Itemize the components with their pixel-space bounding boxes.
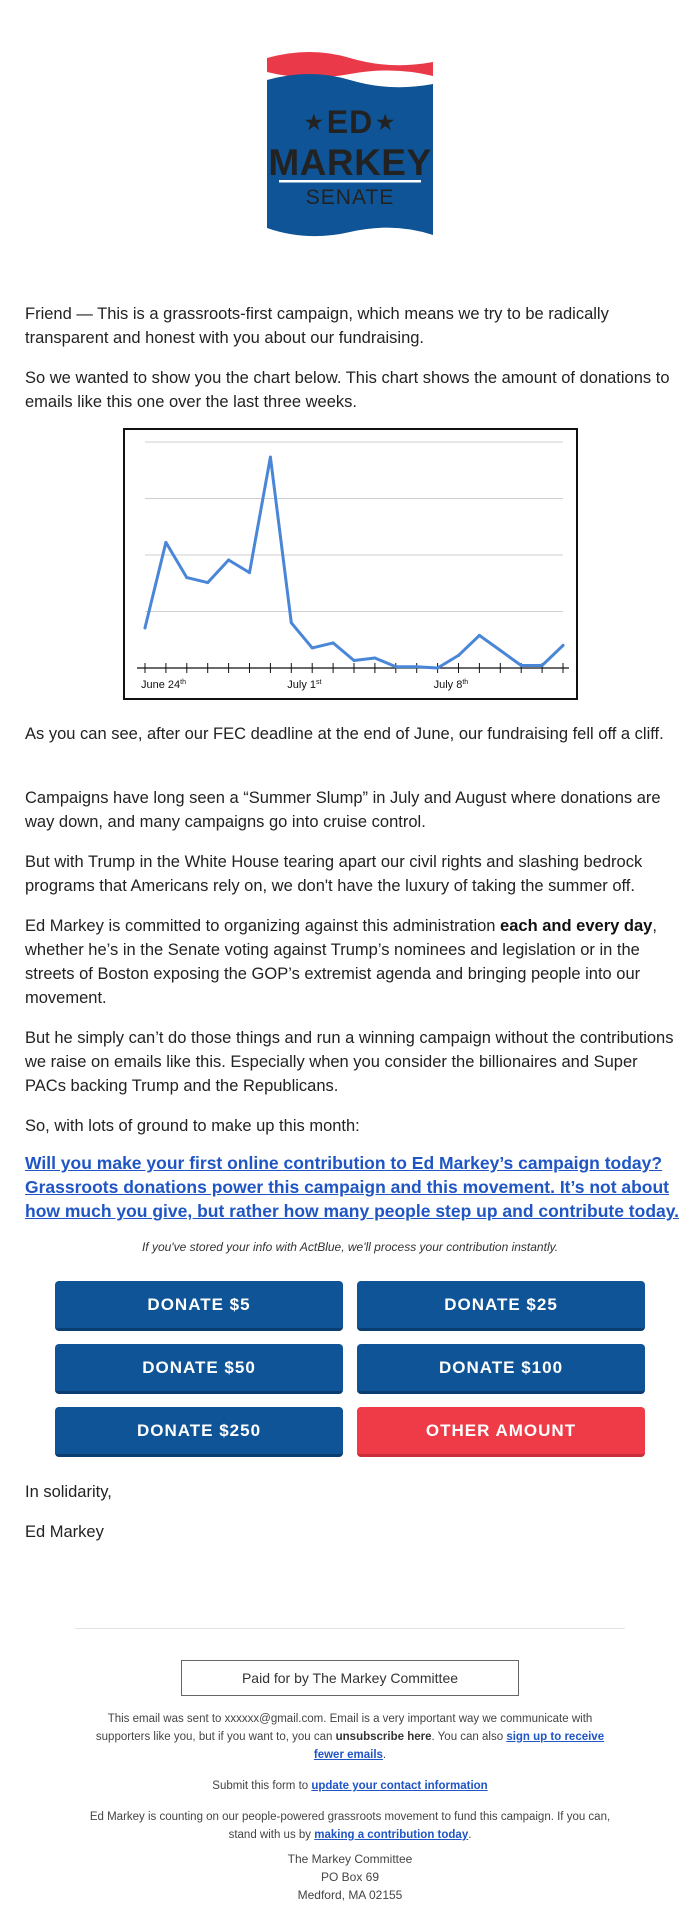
- intro-paragraph: Friend — This is a grassroots-first campaign, which means we try to be radically transparent and honest with you about our fundraising.: [25, 305, 609, 347]
- chart-intro-paragraph: So we wanted to show you the chart below. This chart shows the amount of donations to emails like this one over the last three weeks.: [25, 369, 670, 411]
- chart-data-point: [332, 641, 335, 644]
- contribute-cta-link[interactable]: Will you make your first online contribution to Ed Markey’s campaign today? Grassroots donations power this campaign and this movement. It’s not about how much you give, but rather how many people step up and contribute today.: [25, 1153, 680, 1221]
- footer-email-notice: This email was sent to xxxxxx@gmail.com. Email is a very important way we communicate with supporters like you, but if you want to, you can unsubscribe here. You can also sign up to receive fewer emails.: [95, 1713, 605, 1761]
- chart-donations-series-line: [145, 457, 563, 668]
- footer-counting-notice: Ed Markey is counting on our people-powered grassroots movement to fund this campaign. If you can, stand with us by making a contribution today.: [89, 1811, 611, 1841]
- ed-markey-senate-logo: [265, 52, 435, 237]
- chart-data-point: [562, 644, 565, 647]
- donate-5-button[interactable]: DONATE $5: [55, 1281, 343, 1331]
- chart-data-point: [457, 654, 460, 657]
- chart-data-point: [164, 541, 167, 544]
- making-contribution-link[interactable]: making a contribution today: [314, 1829, 469, 1841]
- fewer-emails-link[interactable]: sign up to receive fewer emails: [313, 1731, 605, 1761]
- chart-data-point: [227, 559, 230, 562]
- billionaires-paragraph: But he simply can’t do those things and run a winning campaign without the contributions we raise on emails like this. Especially when you consider the billionaires and Super PACs backing Trump and the Republicans.: [25, 1029, 674, 1095]
- address-line-3: Medford, MA 02155: [297, 1888, 403, 1902]
- donations-line-chart: [125, 430, 576, 698]
- actblue-note: If you've stored your info with ActBlue, we'll process your contribution instantly.: [141, 1240, 559, 1254]
- unsubscribe-link[interactable]: unsubscribe here: [335, 1731, 432, 1743]
- logo-senate-text: SENATE: [305, 186, 395, 209]
- chart-data-point: [394, 665, 397, 668]
- chart-data-point: [499, 649, 502, 652]
- chart-data-point: [415, 665, 418, 668]
- chart-data-point: [478, 634, 481, 637]
- logo-container: [0, 52, 700, 237]
- footer-divider: [75, 1628, 625, 1629]
- chart-data-point: [373, 656, 376, 659]
- chart-data-point: [248, 571, 251, 574]
- chart-x-tick-label: June 24th: [141, 679, 186, 691]
- update-contact-link[interactable]: update your contact information: [311, 1780, 488, 1792]
- ground-paragraph: So, with lots of ground to make up this month:: [25, 1117, 360, 1135]
- signoff-name: Ed Markey: [25, 1523, 104, 1541]
- star-icon: ★: [376, 112, 396, 134]
- donate-250-button[interactable]: DONATE $250: [55, 1407, 343, 1457]
- signoff-line: In solidarity,: [25, 1483, 112, 1501]
- fec-deadline-paragraph: As you can see, after our FEC deadline at the end of June, our fundraising fell off a cliff.: [25, 725, 664, 743]
- chart-data-point: [353, 659, 356, 662]
- chart-data-point: [269, 456, 272, 459]
- chart-data-point: [290, 621, 293, 624]
- chart-data-point: [541, 664, 544, 667]
- address-line-2: PO Box 69: [320, 1870, 380, 1884]
- donate-50-button[interactable]: DONATE $50: [55, 1344, 343, 1394]
- other-amount-button[interactable]: OTHER AMOUNT: [357, 1407, 645, 1457]
- star-icon: ★: [304, 112, 324, 134]
- chart-data-point: [144, 626, 147, 629]
- footer-update-contact: Submit this form to update your contact information: [212, 1780, 488, 1792]
- donations-chart: [123, 428, 578, 700]
- chart-data-point: [311, 646, 314, 649]
- donate-100-button[interactable]: DONATE $100: [357, 1344, 645, 1394]
- committee-address: [0, 1850, 700, 1904]
- summer-slump-paragraph: Campaigns have long seen a “Summer Slump” in July and August where donations are way down, and many campaigns go into cruise control.: [25, 789, 661, 831]
- chart-data-point: [206, 581, 209, 584]
- commitment-paragraph: Ed Markey is committed to organizing against this administration each and every day, whether he’s in the Senate voting against Trump’s nominees and legislation or in the streets of Boston exposing the GOP’s extremist agenda and bringing people into our movement.: [25, 917, 657, 1007]
- chart-data-point: [436, 667, 439, 670]
- chart-data-point: [520, 664, 523, 667]
- address-line-1: The Markey Committee: [287, 1852, 413, 1866]
- logo-red-wave: [267, 52, 433, 78]
- donate-25-button[interactable]: DONATE $25: [357, 1281, 645, 1331]
- chart-x-tick-label: July 8th: [433, 679, 469, 691]
- trump-paragraph: But with Trump in the White House tearing apart our civil rights and slashing bedrock programs that Americans rely on, we don't have the luxury of taking the summer off.: [25, 853, 643, 895]
- logo-markey-text: MARKEY: [268, 142, 432, 183]
- chart-data-point: [185, 576, 188, 579]
- chart-x-tick-label: July 1st: [287, 679, 322, 691]
- logo-ed-text: ★ED ★: [304, 104, 396, 140]
- paid-for-box: Paid for by The Markey Committee: [181, 1660, 519, 1696]
